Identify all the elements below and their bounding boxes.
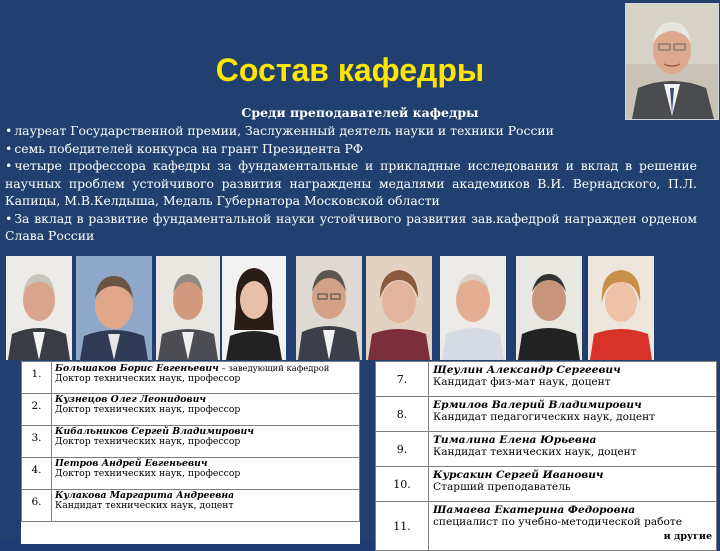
staff-degree: Доктор технических наук, профессор	[55, 468, 241, 480]
staff-photo	[516, 256, 582, 360]
others-note: и другие	[663, 530, 712, 542]
staff-table-right	[375, 361, 717, 551]
staff-name: Большаков Борис Евгеньевич	[55, 363, 219, 374]
staff-degree: Доктор технических наук, профессор	[55, 373, 241, 385]
staff-photo	[156, 256, 220, 360]
table-row	[376, 397, 717, 432]
staff-photo	[588, 256, 654, 360]
row-number: 6.	[22, 490, 52, 522]
bullet-marker: •	[5, 140, 13, 156]
slide-title: Состав кафедры	[215, 52, 485, 88]
table-row	[22, 426, 360, 458]
row-number: 4.	[22, 458, 52, 490]
bullet-marker: •	[5, 158, 13, 173]
staff-degree: Доктор технических наук, профессор	[55, 404, 241, 416]
staff-name: Кулакова Маргарита Андреевна	[55, 490, 235, 501]
table-row	[22, 394, 360, 426]
staff-photo	[76, 256, 152, 360]
table-row	[376, 362, 717, 397]
table-filler	[22, 522, 360, 545]
subtitle: Среди преподавателей кафедры	[241, 105, 479, 120]
row-number: 7.	[376, 362, 429, 397]
staff-photo	[222, 256, 286, 360]
row-number: 11.	[376, 502, 429, 551]
staff-name: Кибальников Сергей Владимирович	[55, 426, 254, 437]
staff-name: Петров Андрей Евгеньевич	[55, 458, 208, 469]
staff-table-left	[21, 361, 360, 544]
row-number: 1.	[22, 362, 52, 394]
staff-degree: специалист по учебно-методической работе	[433, 516, 683, 529]
staff-degree: Старший преподаватель	[433, 481, 571, 494]
staff-role: – заведующий кафедрой	[218, 363, 330, 373]
staff-photo	[296, 256, 362, 360]
staff-degree: Кандидат технических наук, доцент	[433, 446, 637, 459]
head-portrait-photo	[625, 3, 719, 120]
staff-degree: Доктор технических наук, профессор	[55, 436, 241, 448]
staff-degree: Кандидат педагогических наук, доцент	[433, 411, 656, 424]
staff-photo	[440, 256, 506, 360]
table-row	[376, 467, 717, 502]
staff-name: Курсакин Сергей Иванович	[433, 469, 604, 481]
staff-degree: Кандидат физ-мат наук, доцент	[433, 376, 611, 389]
row-number: 9.	[376, 432, 429, 467]
staff-photo	[6, 256, 72, 360]
table-row	[22, 490, 360, 522]
bullet-marker: •	[5, 123, 13, 138]
table-row	[22, 458, 360, 490]
bullet-item: • За вклад в развитие фундаментальной науки устойчивого развития зав.кафедрой награжден орденом Слава России	[5, 210, 697, 243]
row-number: 8.	[376, 397, 429, 432]
staff-name: Шамаева Екатерина Федоровна	[433, 504, 636, 516]
staff-photo	[366, 256, 432, 360]
table-row	[22, 362, 360, 394]
table-row	[376, 502, 717, 551]
bullet-marker: •	[5, 210, 13, 226]
staff-name: Кузнецов Олег Леонидович	[55, 394, 206, 405]
staff-name: Тималина Елена Юрьевна	[433, 434, 597, 446]
staff-name: Ермилов Валерий Владимирович	[433, 399, 642, 411]
row-number: 10.	[376, 467, 429, 502]
bullet-item: • лауреат Государственной премии, Заслуженный деятель науки и техники России	[5, 123, 554, 138]
row-number: 2.	[22, 394, 52, 426]
staff-name: Щеулин Александр Сергеевич	[433, 364, 621, 376]
row-number: 3.	[22, 426, 52, 458]
bullet-list	[5, 122, 697, 245]
bullet-item: • четыре профессора кафедры за фундаментальные и прикладные исследования и вклад в решение научных проблем устойчивого развития награждены медалями академиков В.И. Вернадского, П.Л. Капицы, М.В.Келдыша, Медаль Губернатора Московской области	[5, 158, 697, 208]
staff-degree: Кандидат технических наук, доцент	[55, 500, 234, 512]
table-row	[376, 432, 717, 467]
staff-photos	[6, 256, 716, 360]
bullet-item: • семь победителей конкурса на грант Президента РФ	[5, 140, 364, 156]
